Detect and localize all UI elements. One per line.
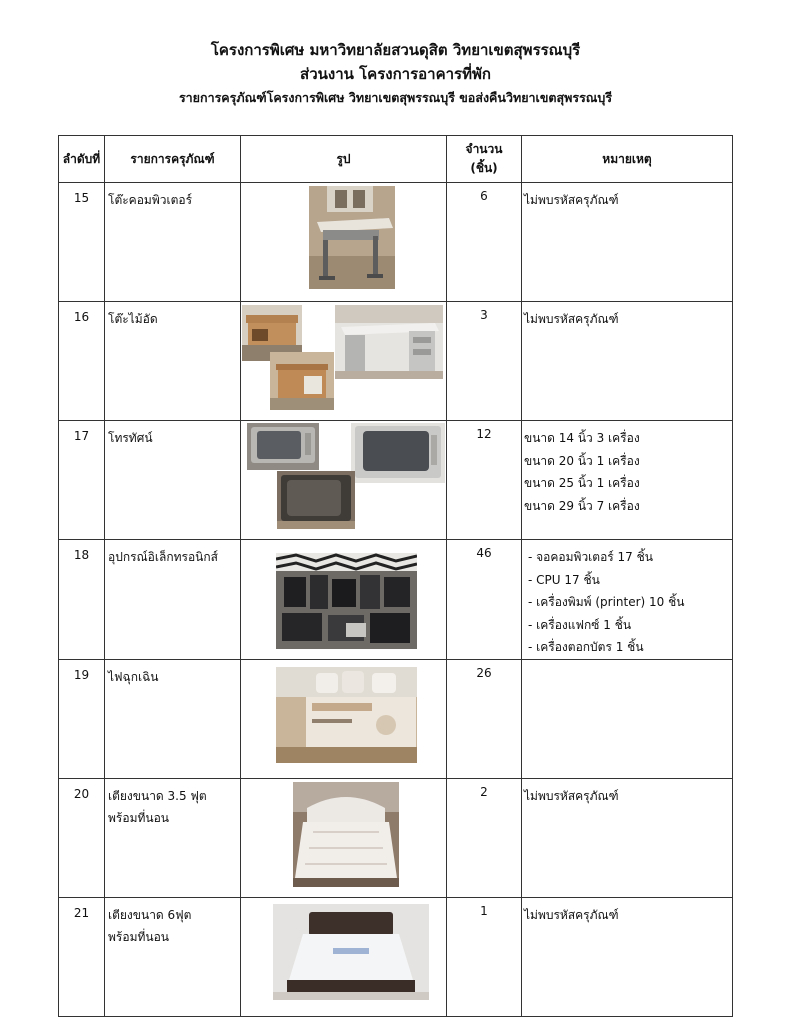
note-line: ขนาด 20 นิ้ว 1 เครื่อง — [524, 453, 640, 468]
note-line: ไม่พบรหัสครุภัณฑ์ — [524, 788, 619, 803]
row-number: 18 — [59, 540, 105, 660]
header-org: โครงการพิเศษ มหาวิทยาลัยสวนดุสิต วิทยาเขตสุพรรณบุรี — [210, 41, 581, 59]
item-name-line: เตียงขนาด 6ฟุต — [108, 907, 192, 922]
item-photo-cell — [241, 183, 447, 302]
item-qty: 46 — [447, 540, 522, 660]
item-name — [105, 897, 241, 1016]
header-unit: ส่วนงาน โครงการอาคารที่พัก — [300, 65, 491, 83]
item-qty: 12 — [447, 421, 522, 540]
item-name — [105, 540, 241, 660]
row-number: 17 — [59, 421, 105, 540]
col-photo: รูป — [241, 136, 447, 183]
col-no: ลำดับที่ — [59, 136, 105, 183]
plywood-desk-photo-2 — [270, 352, 334, 410]
item-name — [105, 778, 241, 897]
item-note — [522, 659, 733, 778]
note-line: ไม่พบรหัสครุภัณฑ์ — [524, 312, 619, 326]
note-line: ไม่พบรหัสครุภัณฑ์ — [524, 193, 619, 207]
television-photo-3 — [277, 471, 355, 529]
item-name-line: โทรทัศน์ — [108, 431, 153, 445]
item-qty: 3 — [447, 302, 522, 421]
item-photo-cell — [241, 897, 447, 1016]
item-note — [522, 540, 733, 660]
col-qty-label: จำนวน — [465, 142, 503, 156]
equipment-table — [58, 135, 733, 1017]
table-row — [59, 897, 733, 1016]
header-subject: รายการครุภัณฑ์โครงการพิเศษ วิทยาเขตสุพรรณบุรี ขอส่งคืนวิทยาเขตสุพรรณบุรี — [178, 90, 613, 105]
table-row — [59, 183, 733, 302]
table-header-row — [59, 136, 733, 183]
electronics-photo — [276, 553, 417, 649]
item-name-line: โต๊ะไม้อัด — [108, 312, 158, 326]
item-name-line: โต๊ะคอมพิวเตอร์ — [108, 193, 193, 207]
item-photo-cell — [241, 421, 447, 540]
bed-6ft-photo — [273, 904, 429, 1000]
item-photo-cell — [241, 778, 447, 897]
item-name-line: พร้อมที่นอน — [108, 929, 169, 944]
note-line: - จอคอมพิวเตอร์ 17 ชิ้น — [528, 550, 653, 564]
item-name — [105, 183, 241, 302]
col-note: หมายเหตุ — [522, 136, 733, 183]
item-name-line: พร้อมที่นอน — [108, 810, 169, 825]
item-photo-cell — [241, 659, 447, 778]
note-line: ขนาด 29 นิ้ว 7 เครื่อง — [524, 498, 640, 513]
item-note — [522, 183, 733, 302]
bed-3-5ft-photo — [293, 782, 399, 887]
item-name-line: ไฟฉุกเฉิน — [108, 669, 159, 684]
item-name — [105, 659, 241, 778]
item-qty: 1 — [447, 897, 522, 1016]
item-name-line: อุปกรณ์อิเล็กทรอนิกส์ — [108, 550, 218, 564]
note-line: ไม่พบรหัสครุภัณฑ์ — [524, 907, 619, 922]
table-row — [59, 302, 733, 421]
note-line: - เครื่องพิมพ์ (printer) 10 ชิ้น — [528, 595, 685, 609]
note-line: ขนาด 25 นิ้ว 1 เครื่อง — [524, 476, 640, 490]
table-row — [59, 421, 733, 540]
television-photo-2 — [351, 423, 445, 483]
table-row — [59, 778, 733, 897]
plywood-desk-photo-3 — [335, 305, 443, 379]
table-row — [59, 659, 733, 778]
item-photo-cell — [241, 302, 447, 421]
note-line: - เครื่องตอกบัตร 1 ชิ้น — [528, 640, 644, 654]
col-qty-unit: (ชิ้น) — [470, 161, 498, 175]
item-note — [522, 302, 733, 421]
row-number: 19 — [59, 659, 105, 778]
item-note — [522, 778, 733, 897]
note-line: ขนาด 14 นิ้ว 3 เครื่อง — [524, 431, 640, 445]
row-number: 16 — [59, 302, 105, 421]
item-note — [522, 421, 733, 540]
document-header — [0, 38, 791, 110]
item-photo-cell — [241, 540, 447, 660]
row-number: 21 — [59, 897, 105, 1016]
item-qty: 2 — [447, 778, 522, 897]
item-name-line: เตียงขนาด 3.5 ฟุต — [108, 788, 207, 803]
row-number: 20 — [59, 778, 105, 897]
row-number: 15 — [59, 183, 105, 302]
note-line: - CPU 17 ชิ้น — [528, 572, 600, 587]
emergency-light-photo — [276, 667, 417, 763]
item-qty: 26 — [447, 659, 522, 778]
item-name — [105, 421, 241, 540]
col-name: รายการครุภัณฑ์ — [105, 136, 241, 183]
table-row — [59, 540, 733, 660]
item-qty: 6 — [447, 183, 522, 302]
computer-desk-photo — [309, 186, 395, 289]
note-line: - เครื่องแฟกซ์ 1 ชิ้น — [528, 617, 632, 632]
item-note — [522, 897, 733, 1016]
col-qty — [447, 136, 522, 183]
television-photo-1 — [247, 423, 319, 470]
item-name — [105, 302, 241, 421]
